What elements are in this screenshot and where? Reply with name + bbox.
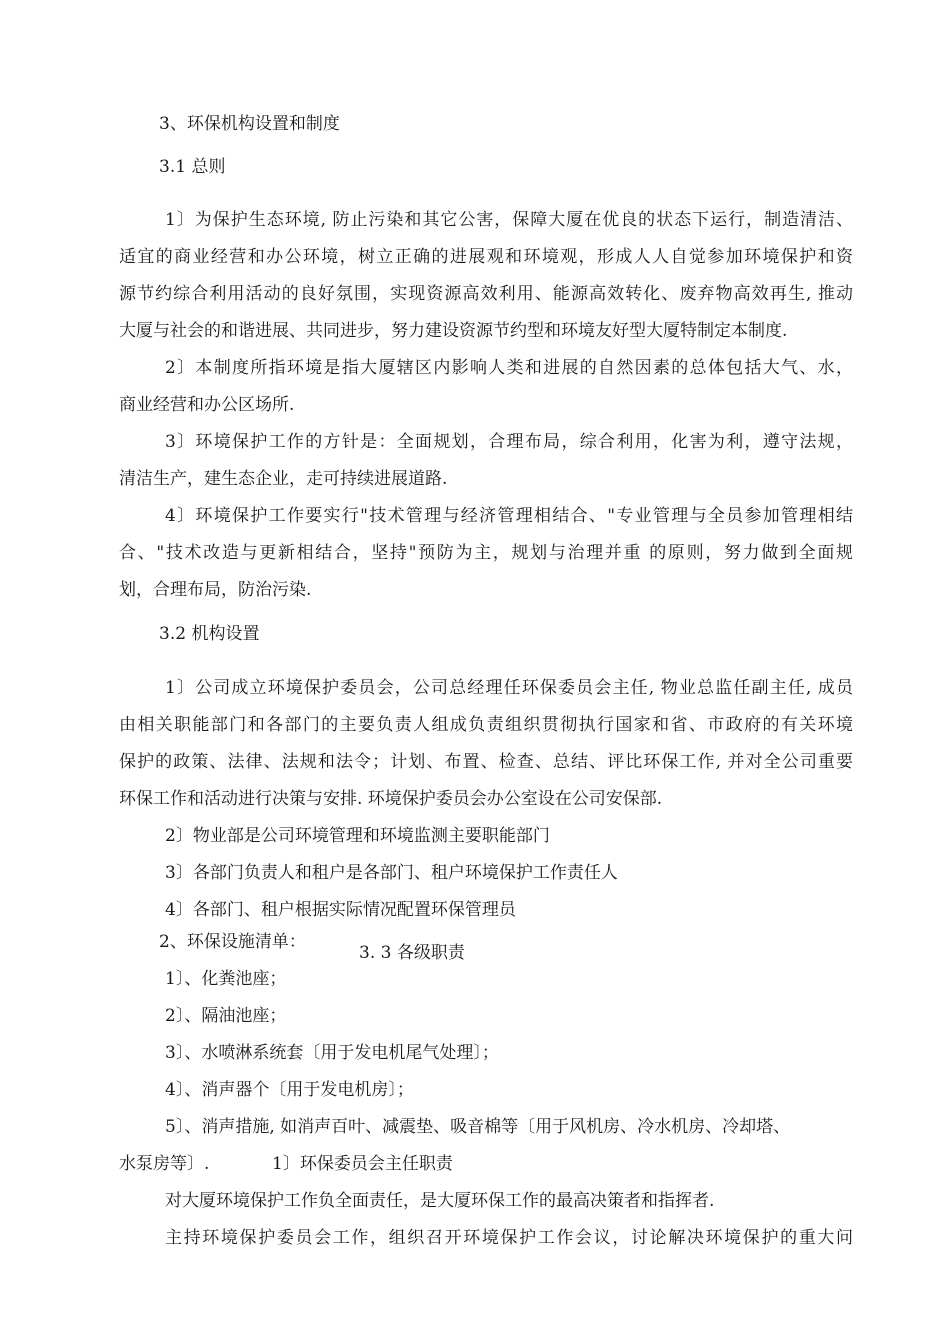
paragraph-1-line: 1〕为保护生态环境, 防止污染和其它公害，保障大厦在优良的状态下运行，制造清洁、: [165, 210, 853, 230]
section-heading-3-3: 3. 3 各级职责: [359, 943, 465, 963]
org-item-3: 3〕各部门负责人和租户是各部门、租户环境保护工作责任人: [165, 863, 618, 883]
duty-heading: 1〕环保委员会主任职责: [272, 1154, 453, 1174]
section-heading-3-2: 3.2 机构设置: [159, 624, 260, 644]
facility-item: 2〕、隔油池座；: [165, 1006, 287, 1026]
facility-item-continuation: 水泵房等〕.: [119, 1154, 210, 1174]
facility-item: 1〕、化粪池座；: [165, 969, 287, 989]
paragraph-2-line: 商业经营和办公区场所.: [119, 395, 295, 415]
org-paragraph-line: 由相关职能部门和各部门的主要负责人组成负责组织贯彻执行国家和省、市政府的有关环境: [119, 715, 853, 735]
org-paragraph-line: 保护的政策、法律、法规和法令；计划、布置、检查、总结、评比环保工作, 并对全公司重要: [119, 752, 853, 772]
paragraph-1-line: 适宜的商业经营和办公环境，树立正确的进展观和环境观，形成人人自觉参加环境保护和资: [119, 247, 853, 267]
org-paragraph-line: 环保工作和活动进行决策与安排. 环境保护委员会办公室设在公司安保部.: [119, 789, 663, 809]
org-item-4: 4〕各部门、租户根据实际情况配置环保管理员: [165, 900, 516, 920]
org-item-2: 2〕物业部是公司环境管理和环境监测主要职能部门: [165, 826, 550, 846]
paragraph-3-line: 3〕环境保护工作的方针是：全面规划，合理布局，综合利用，化害为利，遵守法规，: [165, 432, 853, 452]
section-heading-3-1: 3.1 总则: [159, 157, 226, 177]
paragraph-4-line: 4〕环境保护工作要实行"技术管理与经济管理相结合、"专业管理与全员参加管理相结: [165, 506, 853, 526]
facility-item: 3〕、水喷淋系统套〔用于发电机尾气处理〕；: [165, 1043, 499, 1063]
duty-paragraph: 主持环境保护委员会工作，组织召开环境保护工作会议，讨论解决环境保护的重大问: [165, 1228, 853, 1248]
paragraph-2-line: 2〕本制度所指环境是指大厦辖区内影响人类和进展的自然因素的总体包括大气、水，: [165, 358, 853, 378]
paragraph-1-line: 源节约综合利用活动的良好氛围，实现资源高效利用、能源高效转化、废弃物高效再生, 推动: [119, 284, 853, 304]
paragraph-1-line: 大厦与社会的和谐进展、共同进步，努力建设资源节约型和环境友好型大厦特制定本制度.: [119, 321, 788, 341]
section-heading-3: 3、环保机构设置和制度: [159, 114, 340, 134]
paragraph-4-line: 合、"技术改造与更新相结合，坚持"预防为主，规划与治理并重 的原则，努力做到全面规: [119, 543, 853, 563]
facilities-list-title: 2、环保设施清单：: [159, 932, 306, 952]
duty-paragraph: 对大厦环境保护工作负全面责任，是大厦环保工作的最高决策者和指挥者.: [165, 1191, 715, 1211]
paragraph-3-line: 清洁生产，建生态企业，走可持续进展道路.: [119, 469, 448, 489]
paragraph-4-line: 划，合理布局，防治污染.: [119, 580, 312, 600]
org-paragraph-line: 1〕公司成立环境保护委员会，公司总经理任环保委员会主任, 物业总监任副主任, 成员: [165, 678, 853, 698]
facility-item: 4〕、消声器个〔用于发电机房〕；: [165, 1080, 414, 1100]
facility-item: 5〕、消声措施, 如消声百叶、减震垫、吸音棉等〔用于风机房、冷水机房、冷却塔、: [165, 1117, 791, 1137]
